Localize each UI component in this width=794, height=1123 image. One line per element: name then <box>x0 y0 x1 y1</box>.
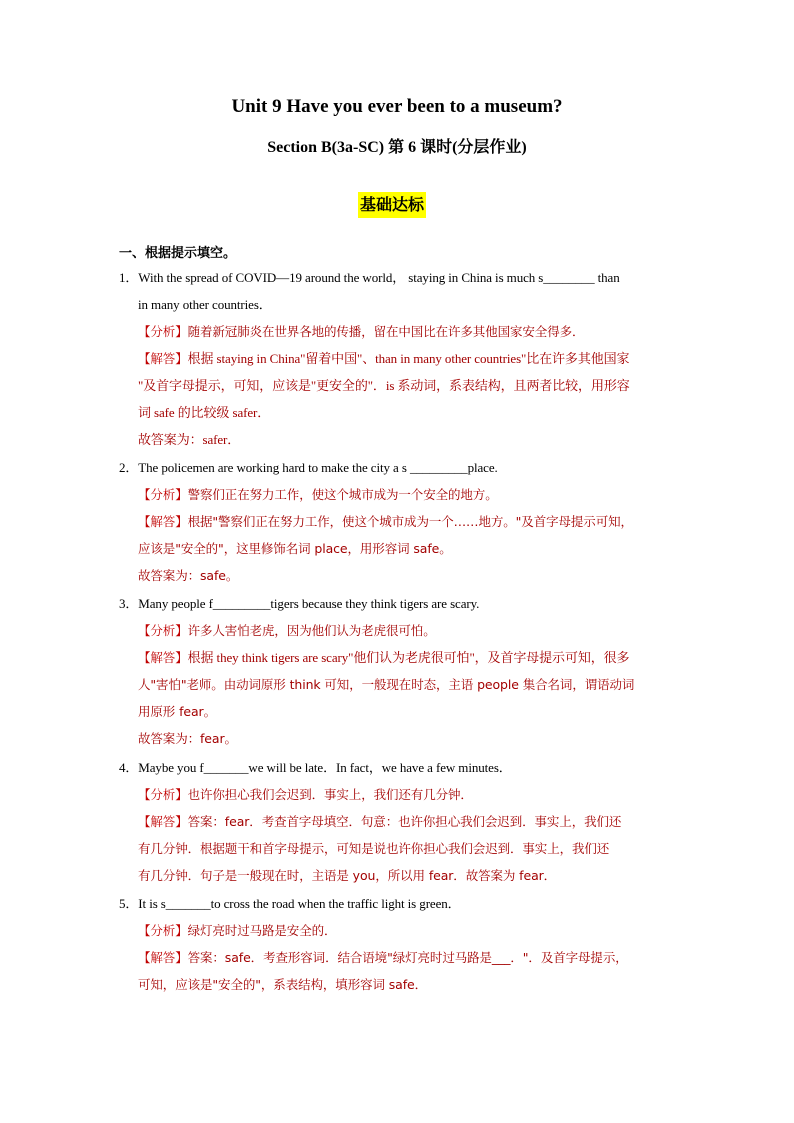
question-3: 3．Many people f_________tigers because they think tigers are scary. <box>119 596 480 611</box>
solution-4-cont: 有几分钟．根据题干和首字母提示，可知是说也许你担心我们会迟到．事实上，我们还 <box>138 841 610 856</box>
solution-3-cont: 用原形 fear。 <box>138 704 216 719</box>
solution-text: 答案：safe．考查形容词．结合语境"绿灯亮时过马路是___．"．及首字母提示， <box>187 950 628 965</box>
analysis-text: 绿灯亮时过马路是安全的． <box>187 923 337 938</box>
solution-4-cont: 有几分钟．句子是一般现在时，主语是 you，所以用 fear．故答案为 fear． <box>138 868 557 883</box>
analysis-text: 许多人害怕老虎，因为他们认为老虎很可怕。 <box>187 623 436 638</box>
solution-3 <box>138 650 629 666</box>
question-1-cont: in many other countries． <box>138 297 272 312</box>
analysis-label: 【分析】 <box>138 787 188 802</box>
page-title: Unit 9 Have you ever been to a museum? <box>231 96 563 117</box>
solution-text: 答案：fear．考查首字母填空．句意：也许你担心我们会迟到．事实上，我们还 <box>187 814 622 829</box>
solution-label: 【解答】 <box>138 814 188 829</box>
solution-text: 根据 staying in China"留着中国"、than in many other countries"比在许多其他国家 <box>187 351 630 366</box>
question-4: 4．Maybe you f_______we will be late．In fact，we have a few minutes． <box>119 760 512 775</box>
analysis-label: 【分析】 <box>138 923 188 938</box>
exercise-heading: 一、根据提示填空。 <box>119 246 237 261</box>
question-1: 1．With the spread of COVID—19 around the world， staying in China is much s________ than <box>119 270 620 285</box>
solution-text: 根据"警察们正在努力工作，使这个城市成为一个……地方。"及首字母提示可知， <box>187 514 633 529</box>
analysis-1 <box>138 324 584 340</box>
solution-1 <box>138 351 629 367</box>
solution-5 <box>138 950 628 966</box>
analysis-text: 随着新冠肺炎在世界各地的传播，留在中国比在许多其他国家安全得多． <box>187 324 585 339</box>
analysis-text: 警察们正在努力工作，使这个城市成为一个安全的地方。 <box>187 487 498 502</box>
analysis-5 <box>138 923 336 939</box>
answer-3: 故答案为：fear。 <box>138 731 237 746</box>
solution-label: 【解答】 <box>138 351 188 366</box>
question-2: 2．The policemen are working hard to make the city a s _________place. <box>119 460 498 475</box>
answer-1: 故答案为：safer． <box>138 432 241 447</box>
analysis-label: 【分析】 <box>138 324 188 339</box>
analysis-label: 【分析】 <box>138 623 188 638</box>
solution-1-cont: "及首字母提示，可知，应该是"更安全的"．is 系动词，系表结构，且两者比较，用形容 <box>138 378 630 393</box>
solution-4 <box>138 814 621 830</box>
analysis-4 <box>138 787 473 803</box>
solution-1-cont: 词 safe 的比较级 safer． <box>138 405 271 420</box>
solution-label: 【解答】 <box>138 514 188 529</box>
answer-2: 故答案为：safe。 <box>138 568 239 583</box>
analysis-text: 也许你担心我们会迟到．事实上，我们还有几分钟． <box>187 787 473 802</box>
solution-label: 【解答】 <box>138 650 188 665</box>
analysis-2 <box>138 487 498 503</box>
solution-2-cont: 应该是"安全的"，这里修饰名词 place，用形容词 safe。 <box>138 541 452 556</box>
solution-text: 根据 they think tigers are scary"他们认为老虎很可怕"，及首字母提示可知，很多 <box>187 650 630 665</box>
section-tag-highlight: 基础达标 <box>358 192 426 218</box>
question-5: 5．It is s_______to cross the road when the traffic light is green． <box>119 896 461 911</box>
solution-3-cont: 人"害怕"老师。由动词原形 think 可知，一般现在时态，主语 people 集合名词，谓语动词 <box>138 677 635 692</box>
solution-5-cont: 可知，应该是"安全的"，系表结构，填形容词 safe． <box>138 977 428 992</box>
analysis-label: 【分析】 <box>138 487 188 502</box>
page-subtitle: Section B(3a-SC) 第 6 课时(分层作业) <box>267 139 527 156</box>
solution-2 <box>138 514 633 530</box>
solution-label: 【解答】 <box>138 950 188 965</box>
analysis-3 <box>138 623 436 639</box>
